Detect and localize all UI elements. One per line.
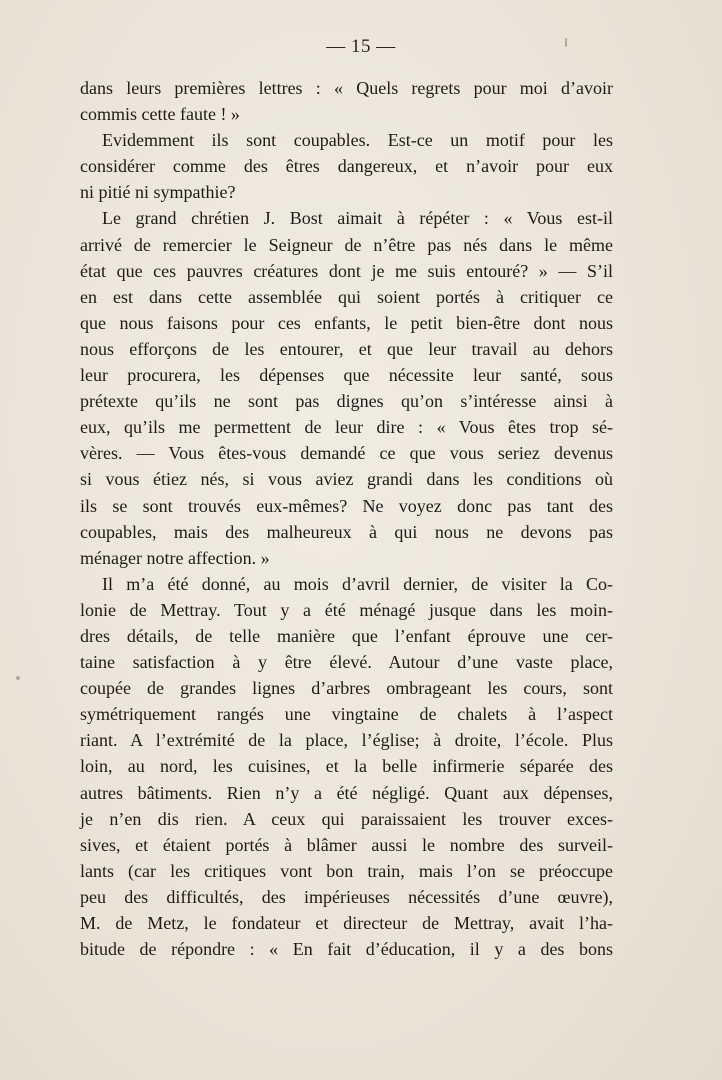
text-line: sives, et étaient portés à blâmer aussi le nombre des surveil-: [80, 834, 613, 855]
text-line: ménager notre affection. »: [80, 547, 270, 568]
text-line: prétexte qu’ils ne sont pas dignes qu’on s’intéresse ainsi à: [80, 391, 613, 412]
text-line: que nous faisons pour ces enfants, le petit bien-être dont nous: [80, 312, 613, 333]
text-line: Le grand chrétien J. Bost aimait à répéter : « Vous est-il: [102, 208, 613, 229]
text-line: arrivé de remercier le Seigneur de n’être pas nés dans le même: [80, 234, 613, 255]
text-line: dres détails, de telle manière que l’enfant éprouve une cer-: [80, 625, 613, 646]
text-line: considérer comme des êtres dangereux, et n’avoir pour eux: [80, 156, 613, 177]
text-line: M. de Metz, le fondateur et directeur de Mettray, avait l’ha-: [80, 913, 613, 933]
text-line: dans leurs premières lettres : « Quels regrets pour moi d’avoir: [80, 78, 613, 98]
text-line: leur procurera, les dépenses que nécessite leur santé, sous: [80, 365, 613, 386]
text-line: peu des difficultés, des impérieuses nécessités d’une œuvre),: [80, 886, 613, 907]
text-line: je n’en dis rien. A ceux qui paraissaient les trouver exces-: [80, 808, 613, 829]
text-line: Evidemment ils sont coupables. Est-ce un motif pour les: [102, 130, 613, 151]
text-line: autres bâtiments. Rien n’y a été négligé. Quant aux dépenses,: [80, 782, 613, 803]
text-line: ils se sont trouvés eux-mêmes? Ne voyez donc pas tant des: [80, 495, 613, 516]
text-line: en est dans cette assemblée qui soient portés à critiquer ce: [80, 286, 613, 307]
text-line: lonie de Mettray. Tout y a été ménagé jusque dans les moin-: [80, 599, 613, 620]
text-line: ni pitié ni sympathie?: [80, 182, 236, 203]
text-line: nous efforçons de les entourer, et que leur travail au dehors: [80, 338, 613, 359]
text-line: bitude de répondre : « En fait d’éducation, il y a des bons: [80, 939, 613, 960]
paper-speck: [565, 38, 567, 47]
text-line: vères. — Vous êtes-vous demandé ce que vous seriez devenus: [80, 443, 613, 464]
paper-speck: [16, 676, 20, 680]
text-line: coupée de grandes lignes d’arbres ombrageant les cours, sont: [80, 678, 613, 699]
text-line: coupables, mais des malheureux à qui nous ne devons pas: [80, 521, 613, 542]
text-line: Il m’a été donné, au mois d’avril dernier, de visiter la Co-: [102, 573, 613, 594]
text-line: loin, au nord, les cuisines, et la belle infirmerie séparée des: [80, 756, 613, 777]
text-line: taine satisfaction à y être élevé. Autour d’une vaste place,: [80, 652, 613, 673]
text-line: symétriquement rangés une vingtaine de chalets à l’aspect: [80, 704, 613, 725]
text-line: commis cette faute ! »: [80, 104, 240, 125]
page-number: — 15 —: [326, 36, 396, 57]
text-line: lants (car les critiques vont bon train, mais l’on se préoccupe: [80, 860, 613, 881]
text-line: eux, qu’ils me permettent de leur dire : « Vous êtes trop sé-: [80, 417, 613, 438]
body-text: [80, 75, 613, 962]
text-line: état que ces pauvres créatures dont je me suis entouré? » — S’il: [80, 260, 613, 281]
text-line: riant. A l’extrémité de la place, l’église; à droite, l’école. Plus: [80, 730, 613, 751]
text-line: si vous étiez nés, si vous aviez grandi dans les conditions où: [80, 469, 613, 490]
